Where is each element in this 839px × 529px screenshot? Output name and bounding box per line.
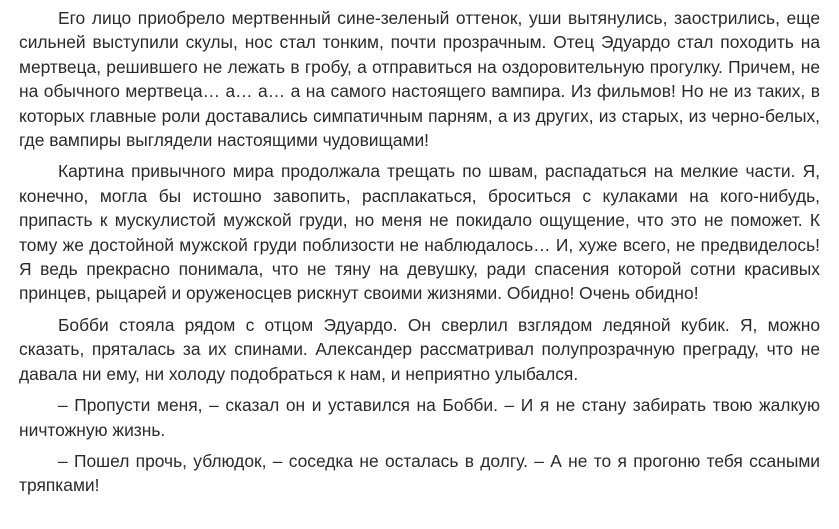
paragraph-4-dialogue: – Пропусти меня, – сказал он и уставился на Бобби. – И я не стану забирать твою жалкую ничтожную жизнь.: [19, 395, 820, 440]
paragraph-2: Картина привычного мира продолжала трещать по швам, распадаться на мелкие части. Я, конечно, могла бы истошно завопить, расплакаться, броситься с кулаками на кого-нибудь, припасть к мускулистой мужской груди, но меня не покидало ощущение, что это не поможет. К тому же достойной мужской груди поблизости не наблюдалось… И, хуже всего, не предвиделось! Я ведь прекрасно понимала, что не тяну на девушку, ради спасения которой сотни красивых принцев, рыцарей и оруженосцев рискнут своими жизнями. Обидно! Очень обидно!: [19, 161, 820, 304]
paragraph-5-dialogue: – Пошел прочь, ублюдок, – соседка не осталась в долгу. – А не то я прогоню тебя ссаными тряпками!: [19, 450, 820, 496]
paragraph-3: Бобби стояла рядом с отцом Эдуардо. Он сверлил взглядом ледяной кубик. Я, можно сказать, пряталась за их спинами. Александер рассматривал полупрозрачную преграду, что не давала ни ему, ни холоду подобраться к нам, и неприятно улыбался.: [19, 314, 820, 384]
paragraph-1: Его лицо приобрело мертвенный сине-зеленый оттенок, уши вытянулись, заострились, еще сильней выступили скулы, нос стал тонким, почти прозрачным. Отец Эдуардо стал походить на мертвеца, решившего не лежать в гробу, а отправиться на оздоровительную прогулку. Причем, не на обычного мертвеца… а… а… а на самого настоящего вампира. Из фильмов! Но не из таких, в которых главные роли доставались симпатичным парням, а из других, из старых, из черно-белых, где вампиры выглядели настоящими чудовищами!: [19, 8, 820, 151]
